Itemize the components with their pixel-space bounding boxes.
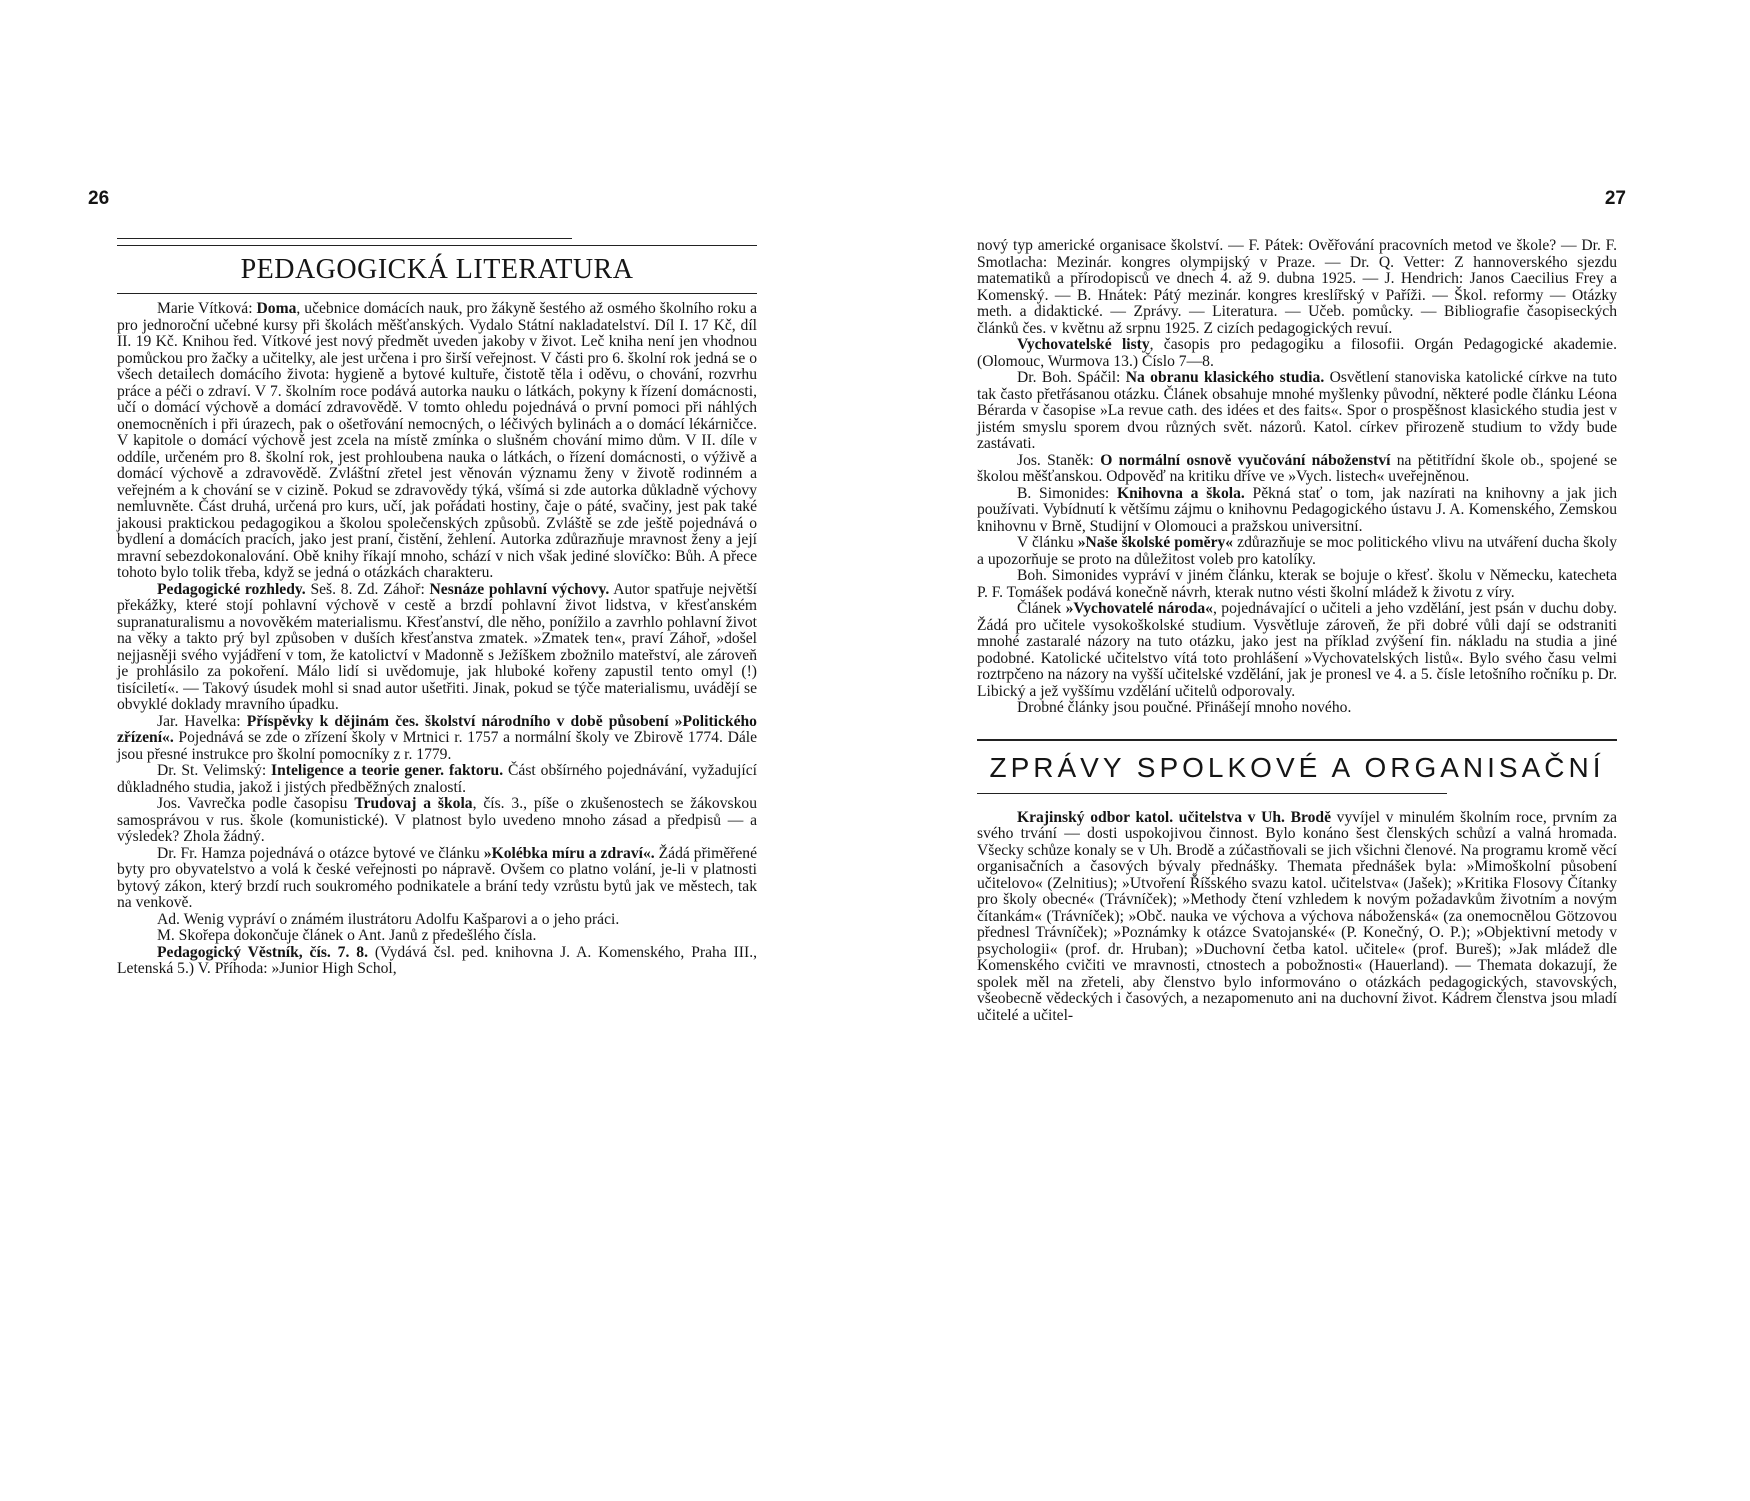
- bold-text: »Naše školské poměry«: [1077, 534, 1234, 551]
- text-run: Dr. Boh. Spáčil:: [1017, 369, 1126, 386]
- text-run: , čís. 3., píše o zkušenostech se žákovskou samosprávou v rus. škole (komunistické). V platnost bylo uvedeno mnoho zásad a předpisů — a výsledek? Zhola žádný.: [117, 795, 757, 845]
- paragraph: [977, 370, 1617, 453]
- text-run: Dr. St. Velimský:: [157, 762, 272, 779]
- heading-rule-top-long: [117, 245, 757, 246]
- paragraph: [117, 796, 757, 846]
- paragraph: [977, 810, 1617, 1025]
- text-run: B. Simonides:: [1017, 484, 1118, 502]
- paragraph: [117, 846, 757, 912]
- text-run: Část obšírného pojednávání, vyžadující důkladného studia, jakož i jistých předběžných znalostí.: [117, 762, 757, 796]
- text-run: (Vydává čsl. ped. knihovna J. A. Komenského, Praha III., Letenská 5.) V. Příhoda: »Junior High Schol,: [117, 943, 757, 977]
- paragraph: [977, 453, 1617, 486]
- text-run: Pěkná stať o tom, jak nazírati na knihovny a jak jich používati. Vybídnutí k většímu zájmu o knihovnu Pedagogického ústavu J. A. Komenského, Zemskou knihovnu v Brně, Studijní v Olomouci a pražskou universitní.: [977, 484, 1618, 535]
- text-run: vyvíjel v minulém školním roce, prvním za svého trvání — dosti uspokojivou činnost. Bylo konáno šest členských schůzí a valná hromada. Všecky schůze konaly se v Uh. Brodě a zúčastňovali se jich všichni členové. Na programu kromě věcí organisačních a časových bývaly přednášky. Themata přednášek byla: »Mimoškolní působení učitelovo« (Zelnitius); »Utvoření Říšského svazu katol. učitelstva« (Jašek); »Kritika Flosovy Čítanky pro školy obecné« (Trávníček); »Methody čtení vzhledem k novým požadavkům životním a novým čítankám« (Trávníček); »Obč. nauka ve výchova a výchova náboženská« (za onemocnělou Götzovou přednesl Trávníček); »Poznámky k otázce Svatojanské« (P. Konečný, O. P.); »Objektivní metody v psychologii« (prof. dr. Hruban); »Duchovní četba katol. učitele« (prof. Bureš); »Jak mládež dle Komenského cvičiti ve mravnosti, ctnostech a pobožnosti« (Hauerland). — Themata dokazují, že spolek měl na zřeteli, aby členstvo bylo informováno o otázkách pedagogických, stavovských, všeobecně vědeckých i časových, a nezapomenuto ani na duchovní život. Kádrem členstva jsou mladí učitelé a učitel-: [977, 808, 1617, 1024]
- text-run: Seš. 8. Zd. Záhoř:: [305, 580, 430, 598]
- bold-text: Krajinský odbor katol. učitelstva v Uh. Brodě: [1017, 808, 1332, 826]
- text-run: , časopis pro pedagogiku a filosofii. Orgán Pedagogické akademie. (Olomouc, Wurmova 13.) Číslo 7—8.: [977, 336, 1617, 370]
- paragraph: [977, 700, 1617, 717]
- text-run: Jar. Havelka:: [157, 712, 247, 730]
- paragraph: [117, 928, 757, 945]
- bold-text: Pedagogické rozhledy.: [157, 580, 306, 598]
- text-run: zdůrazňuje se moc politického vlivu na utváření ducha školy a upozorňuje se proto na důležitost voleb pro katolíky.: [977, 534, 1618, 568]
- right-paragraphs-top: [977, 238, 1617, 717]
- right-paragraphs-bottom: [977, 810, 1617, 1025]
- bold-text: Na obranu klasického studia.: [1125, 369, 1325, 386]
- paragraph: [117, 301, 757, 582]
- text-run: na pětitřídní škole ob., spojené se školou měšťanskou. Odpověď na kritiku dříve ve »Vych. listech« uveřejněnou.: [977, 451, 1618, 485]
- right-column: [977, 238, 1617, 1024]
- page-number: 27: [1604, 188, 1626, 209]
- bold-text: »Kolébka míru a zdraví«.: [483, 844, 655, 862]
- text-run: , učebnice domácích nauk, pro žákyně šestého až osmého školního roku a pro jednoroční učebné kursy při školách měšťanských. Vydalo Státní nakladatelství. Díl I. 17 Kč, díl II. 19 Kč. Knihou řed. Vítkové jest nový předmět uveden jakoby v život. Leč kniha není jen vhodnou pomůckou pro žačky a učitelky, ale jest určena i pro širší veřejnost. V části pro 6. školní rok jedná se o všech detailech domácího života: hygieně a bytové kultuře, čistotě těla i oděvu, o chování, rozvrhu práce a péči o zdraví. V 7. školním roce podává autorka nauku o látkách, pokyny k řízení domácnosti, učí o domácí výchově a domácí zdravovědě. V tomto ohledu pojednává o první pomoci při náhlých onemocněních i při úrazech, pak o ošetřování nemocných, o léčivých bylinách a o domácí lékárničce. V kapitole o domácí výchově jest zcela na místě zmínka o slušném chování mimo dům. V II. díle v oddíle, určeném pro 8. školní rok, jest prohloubena nauka o látkách, o řízení domácnosti, o výživě a domácí výchově a zdravovědě. Zvláštní zřetel jest věnován významu ženy v životě rodinném a veřejném a k chování se v cizině. Pokud se zdravovědy týká, všímá si zde autorka důkladně výchovy nemluvněte. Část druhá, určená pro kurs, učí, jak pořádati hostiny, čaje o páté, svačiny, jest pak také jakousi praktickou pedagogikou a školou společenských způsobů. Zvláště se zde ještě pojednává o bydlení a domácích pracích, jako jest praní, čistění, žehlení. Autorka zdůrazňuje mravnost ženy a její mravní sebezdokonalování. Obě knihy říkají mnoho, schází v nich však jediné slovíčko: Bůh. A přece tohoto bylo tolik třeba, když se jedná o otázkách charakteru.: [117, 300, 757, 581]
- text-run: Osvětlení stanoviska katolické církve na tuto tak často přetřásanou otázku. Článek obsahuje mnohé myšlenky původní, některé podle článku Léona Bérarda v časopise »La revue cath. des idées et des faits«. Spor o prospěšnost klasického studia jest v jistém smyslu sporem dvou různých svět. názorů. Katol. církev přirozeně studium to vždy bude zastávati.: [977, 369, 1618, 452]
- bold-text: Nesnáze pohlavní výchovy.: [429, 580, 610, 598]
- bold-text: Pedagogický Věstník, čís. 7. 8.: [157, 943, 368, 961]
- bold-text: »Vychovatelé národa«: [1065, 600, 1213, 617]
- bold-text: Doma: [256, 300, 297, 317]
- text-run: Drobné články jsou poučné. Přinášejí mnoho nového.: [1017, 699, 1352, 716]
- text-run: Autor spatřuje největší překážky, které stojí pohlavní výchově v cestě a brzdí pohlavní život lidstva, v křesťanském supranaturalismu a novověkém materialismu. Křesťanství, dle něho, ponížilo a zavrhlo pohlavní život na věky a takto prý byl způsoben v duších křesťanstva zmatek. »Zmatek ten«, praví Záhoř, »došel nejjasněji svého vyjádření v tom, že katolictví v Madonně s Ježíškem zbožnilo mateřství, ale zároveň je prohlásilo za pokoření. Málo lidí si uvědomuje, jak hluboké kořeny zapustil tento omyl (!) tisíciletí«. — Takový úsudek mohl si snad autor ušetřiti. Jinak, pokud se týče materialismu, uvádějí se obvyklé doklady mravního úpadku.: [117, 580, 757, 713]
- paragraph: [977, 486, 1617, 536]
- text-run: Dr. Fr. Hamza pojednává o otázce bytové ve článku: [157, 844, 484, 862]
- paragraph: [977, 601, 1617, 700]
- text-run: Pojednává se zde o zřízení školy v Mrtnici r. 1757 a normální školy ve Zbirově 1774. Dále jsou přesné instrukce pro školní pomocníky z r. 1779.: [117, 729, 757, 763]
- text-run: Žádá přiměřené byty pro obyvatelstvo a volá k české veřejnosti po nápravě. Ovšem co platno volání, je-li v platnosti bytový zákon, který brzdí ruch soukromého podnikatele a brání tedy vzrůstu bytů jak ve městech, tak na venkově.: [117, 844, 757, 911]
- heading-rule-bottom: [977, 793, 1447, 794]
- section-heading: PEDAGOGICKÁ LITERATURA: [240, 254, 634, 285]
- bold-text: Trudovaj a škola: [354, 795, 473, 812]
- heading-rule-top: [117, 238, 572, 239]
- paragraph: [977, 535, 1617, 568]
- paragraph: [977, 238, 1617, 337]
- page-number: 26: [88, 188, 110, 209]
- paragraph: [117, 763, 757, 796]
- paragraph: [117, 945, 757, 978]
- left-paragraphs: [117, 301, 757, 978]
- paragraph: [117, 912, 757, 929]
- bold-text: Příspěvky k dějinám čes. školství národního v době působení »Politického zřízení«.: [117, 712, 757, 746]
- text-run: Jos. Staněk:: [1017, 451, 1101, 469]
- paragraph: [977, 337, 1617, 370]
- bold-text: Inteligence a teorie gener. faktoru.: [271, 762, 504, 779]
- paragraph: [117, 582, 757, 714]
- text-run: V článku: [1017, 534, 1078, 551]
- text-run: Jos. Vavrečka podle časopisu: [157, 795, 355, 812]
- paragraph: [117, 714, 757, 764]
- text-run: Článek: [1017, 600, 1066, 617]
- paragraph: [977, 568, 1617, 601]
- left-column: [117, 238, 757, 978]
- text-run: nový typ americké organisace školství. — F. Pátek: Ověřování pracovních metod ve škole? — Dr. F. Smotlacha: Mezinár. kongres olympijský v Praze. — Dr. Q. Vetter: Z hannoverského sjezdu matematiků a přírodopisců ve dnech 4. až 9. dubna 1925. — J. Hendrich: Janos Caecilius Frey a Komenský. — B. Hnátek: Pátý mezinár. kongres kreslířský v Paříži. — Škol. reformy — Otázky meth. a didaktické. — Zprávy. — Literatura. — Učeb. pomůcky. — Bibliografie časopiseckých článků čes. v květnu až srpnu 1925. Z cizích pedagogických revuí.: [977, 237, 1617, 337]
- bold-text: Knihovna a škola.: [1117, 484, 1245, 502]
- text-run: , pojednávající o učiteli a jeho vzdělání, jest psán v duchu doby. Žádá pro učitele vysokoškolské studium. Vysvětluje zároveň, že při dobré vůli dají se odstraniti mnohé zastaralé názory na tuto otázku, jako jest na příklad zvýšení fin. nákladu na studia a jiné podobné. Katolické učitelstvo vítá toto prohlášení »Vychovatelských listů«. Bylo svého času velmi roztrpčeno na názory na vyšší učitelské vzdělání, jak je pronesl ve 4. a 5. čísle letošního ročníku p. Dr. Libický a jež vyššímu vzdělání učitelů odporovaly.: [977, 600, 1617, 700]
- text-run: Boh. Simonides vypráví v jiném článku, kterak se bojuje o křesť. školu v Německu, katecheta P. F. Tomášek podává konečně návrh, kterak nutno vésti školní mládež k životu z víry.: [977, 567, 1617, 601]
- heading-rule-top: [977, 739, 1617, 741]
- heading-rule-bottom: [117, 293, 757, 294]
- text-run: Marie Vítková:: [157, 300, 257, 317]
- text-run: M. Skořepa dokončuje článek o Ant. Janů z předešlého čísla.: [157, 927, 537, 944]
- text-run: Ad. Wenig vypráví o známém ilustrátoru Adolfu Kašparovi a o jeho práci.: [157, 910, 620, 928]
- bold-text: Vychovatelské listy: [1017, 336, 1150, 353]
- section-heading: ZPRÁVY SPOLKOVÉ A ORGANISAČNÍ: [989, 751, 1605, 783]
- bold-text: O normální osnově vyučování náboženství: [1100, 451, 1391, 469]
